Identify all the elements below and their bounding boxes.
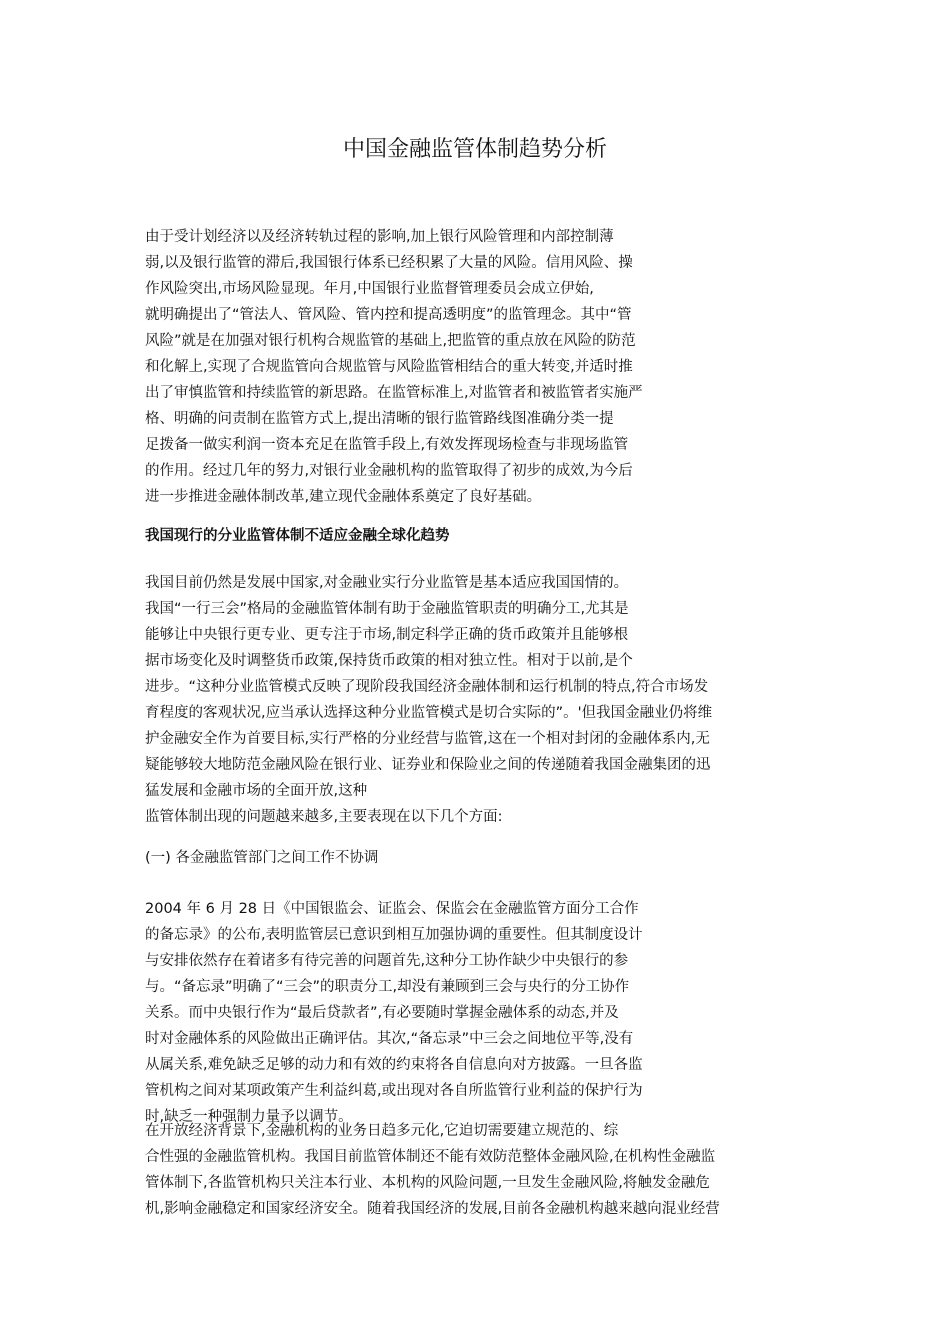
paragraph-intro	[145, 224, 815, 510]
text-line: 据市场变化及时调整货币政策,保持货币政策的相对独立性。相对于以前,是个	[145, 653, 633, 669]
text-line: 的作用。经过几年的努力,对银行业金融机构的监管取得了初步的成效,为今后	[145, 463, 633, 479]
paragraph-open-economy	[145, 1118, 815, 1222]
text-line: 我国目前仍然是发展中国家,对金融业实行分业监管是基本适应我国国情的。	[145, 575, 629, 591]
text-line: 我国“一行三会”格局的金融监管体制有助于金融监管职责的明确分工,尤其是	[145, 601, 629, 617]
text-line: 格、明确的问责制在监管方式上,提出清晰的银行监管路线图准确分类一提	[145, 411, 614, 427]
text-line: 在开放经济背景下,金融机构的业务日趋多元化,它迫切需要建立规范的、综	[145, 1123, 619, 1139]
text-line: 护金融安全作为首要目标,实行严格的分业经营与监管,这在一个相对封闭的金融体系内,无	[145, 731, 710, 747]
text-line: 足拨备一做实利润一资本充足在监管手段上,有效发挥现场检查与非现场监管	[145, 437, 629, 453]
paragraph-current-system	[145, 570, 815, 830]
paragraph-coordination	[145, 896, 815, 1130]
text-line: 能够让中央银行更专业、更专注于市场,制定科学正确的货币政策并且能够根	[145, 627, 629, 643]
text-line: 风险”就是在加强对银行机构合规监管的基础上,把监管的重点放在风险的防范	[145, 333, 636, 349]
text-line: 进步。“这种分业监管模式反映了现阶段我国经济金融体制和运行机制的特点,符合市场发	[145, 679, 709, 695]
text-line: 时对金融体系的风险做出正确评估。其次,“备忘录”中三会之间地位平等,没有	[145, 1031, 634, 1047]
text-line: 机,影响金融稳定和国家经济安全。随着我国经济的发展,目前各金融机构越来越向混业经营	[145, 1201, 720, 1217]
text-line: 疑能够较大地防范金融风险在银行业、证券业和保险业之间的传递随着我国金融集团的迅	[145, 757, 711, 773]
text-line: 合性强的金融监管机构。我国目前监管体制还不能有效防范整体金融风险,在机构性金融监	[145, 1149, 716, 1165]
text-line: 与。“备忘录”明确了“三会”的职责分工,却没有兼顾到三会与央行的分工协作	[145, 979, 630, 995]
text-line: 和化解上,实现了合规监管向合规监管与风险监管相结合的重大转变,并适时推	[145, 359, 633, 375]
subsection-heading	[145, 845, 815, 871]
text-line: 监管体制出现的问题越来越多,主要表现在以下几个方面:	[145, 809, 503, 825]
text-line: 与安排依然存在着诸多有待完善的问题首先,这种分工协作缺少中央银行的参	[145, 953, 629, 969]
text-line: 时,缺乏一种强制力量予以调节。	[145, 1109, 353, 1125]
text-line: 的备忘录》的公布,表明监管层已意识到相互加强协调的重要性。但其制度设计	[145, 927, 643, 943]
text-line: 由于受计划经济以及经济转轨过程的影响,加上银行风险管理和内部控制薄	[145, 229, 614, 245]
text-line: 猛发展和金融市场的全面开放,这种	[145, 783, 368, 799]
text-line: 育程度的客观状况,应当承认选择这种分业监管模式是切合实际的”。'但我国金融业仍将维	[145, 705, 713, 721]
text-line: 进一步推进金融体制改革,建立现代金融体系奠定了良好基础。	[145, 489, 542, 505]
subsection-heading-text: (一) 各金融监管部门之间工作不协调	[145, 850, 379, 866]
section-heading-text: 我国现行的分业监管体制不适应金融全球化趋势	[145, 528, 450, 544]
text-line: 关系。而中央银行作为“最后贷款者”,有必要随时掌握金融体系的动态,并及	[145, 1005, 619, 1021]
text-line: 从属关系,难免缺乏足够的动力和有效的约束将各自信息向对方披露。一旦各监	[145, 1057, 643, 1073]
text-line: 管机构之间对某项政策产生利益纠葛,或出现对各自所监管行业利益的保护行为	[145, 1083, 643, 1099]
text-line: 2004 年 6 月 28 日《中国银监会、证监会、保监会在金融监管方面分工合作	[145, 901, 639, 917]
text-line: 就明确提出了“管法人、管风险、管内控和提高透明度”的监管理念。其中“管	[145, 307, 632, 323]
text-line: 作风险突出,市场风险显现。年月,中国银行业监督管理委员会成立伊始,	[145, 281, 594, 297]
text-line: 管体制下,各监管机构只关注本行业、本机构的风险问题,一旦发生金融风险,将触发金融危	[145, 1175, 710, 1191]
section-heading	[145, 523, 815, 549]
document-title: 中国金融监管体制趋势分析	[342, 137, 607, 162]
text-line: 出了审慎监管和持续监管的新思路。在监管标准上,对监管者和被监管者实施严	[145, 385, 643, 401]
text-line: 弱,以及银行监管的滞后,我国银行体系已经积累了大量的风险。信用风险、操	[145, 255, 633, 271]
